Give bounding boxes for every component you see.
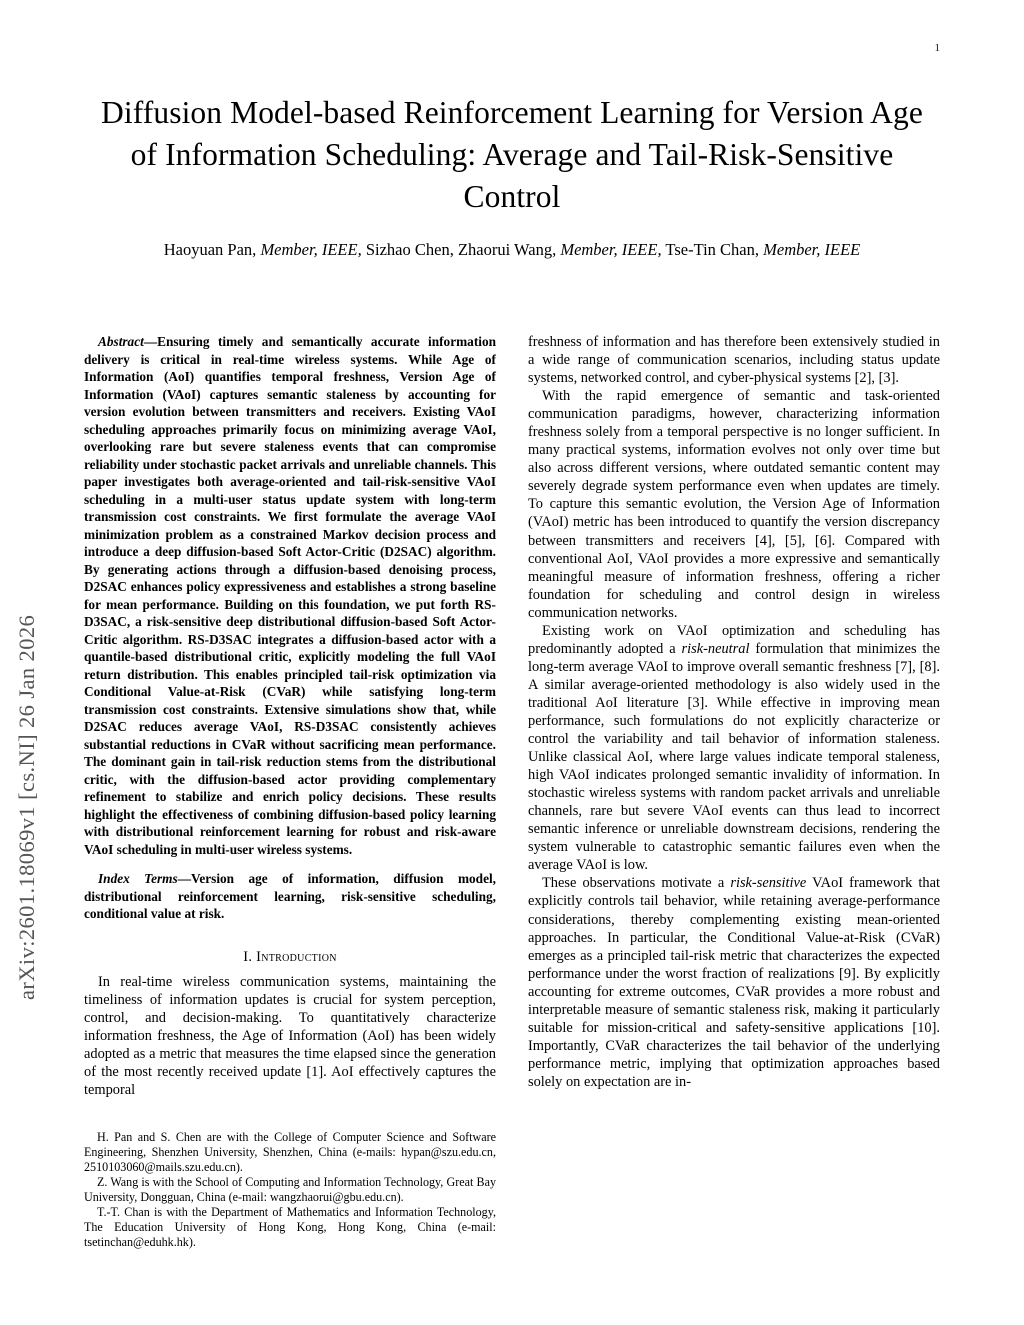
intro-paragraph-3 <box>528 622 940 875</box>
intro-paragraph-3-part-b: formulation that minimizes the long-term average VAoI to improve overall semantic freshness [7], [8]. A similar average-oriented methodology is also widely used in the traditional AoI literature [3]. While effective in improving mean performance, such formulations do not explicitly characterize or control the variability and tail behavior of information staleness. Unlike classical AoI, where large values indicate temporal staleness, high VAoI indicates prolonged semantic invalidity of information. In stochastic wireless systems with random packet arrivals and unreliable channels, rare but severe VAoI events can thus lead to incorrect semantic inference or unreliable downstream decisions, rendering the system vulnerable to catastrophic semantic failures even when the average VAoI is low. <box>528 640 940 874</box>
intro-paragraph-4-part-a: These observations motivate a <box>542 875 731 892</box>
index-terms-label: Index Terms <box>98 871 178 886</box>
index-terms-text: Version age of information, diffusion model, distributional reinforcement learning, risk-sensitive scheduling, conditional value at risk. <box>84 871 496 921</box>
section-number: I. <box>243 948 253 965</box>
footnote-block <box>84 1125 496 1251</box>
intro-paragraph-4-part-b: VAoI framework that explicitly controls tail behavior, while retaining average-performance considerations, thereby complementing existing mean-oriented approaches. In particular, the Conditional Value-at-Risk (CVaR) emerges as a principled tail-risk metric that characterizes the expected performance under the worst fraction of realizations [9]. By explicitly accounting for extreme outcomes, CVaR provides a more robust and interpretable measure of semantic staleness risk, making it particularly suitable for mission-critical and safety-sensitive applications [10]. Importantly, CVaR characterizes the tail behavior of the underlying performance metric, implying that optimization approaches based solely on expectation are in- <box>528 875 941 1090</box>
emphasis-risk-neutral: risk-neutral <box>681 640 750 657</box>
abstract-paragraph <box>84 333 496 858</box>
intro-paragraph-3-part-a: Existing work on VAoI optimization and scheduling has predominantly adopted a <box>528 622 940 657</box>
right-column <box>528 333 940 1251</box>
section-heading-introduction <box>84 949 496 966</box>
two-column-body <box>84 333 940 1251</box>
intro-paragraph-2: With the rapid emergence of semantic and task-oriented communication paradigms, however, characterizing information freshness solely from a temporal perspective is no longer sufficient. In many practical systems, information evolves not only over time but also across different versions, where outdated semantic content may severely degrade system performance even when updates are timely. To capture this semantic evolution, the Version Age of Information (VAoI) metric has been introduced to quantify the version discrepancy between transmitters and receivers [4], [5], [6]. Compared with conventional AoI, VAoI provides a more expressive and semantically meaningful measure of information freshness, offering a richer foundation for scheduling and control design in wireless communication networks. <box>528 388 940 621</box>
left-column <box>84 333 496 1251</box>
index-terms-paragraph <box>84 870 496 923</box>
intro-paragraph-1: In real-time wireless communication systems, maintaining the timeliness of information updates is crucial for system perception, control, and decision-making. To quantitatively characterize information freshness, the Age of Information (AoI) has been widely adopted as a metric that measures the time elapsed since the generation of the most recently received update [1]. AoI effectively captures the temporal <box>84 973 496 1098</box>
title-block <box>84 92 940 261</box>
footnote-item: H. Pan and S. Chen are with the College of Computer Science and Software Engineering, Shenzhen University, Shenzhen, China (e-mails: hypan@szu.edu.cn, 2510103060@mails.szu.edu.cn). <box>84 1129 496 1175</box>
author-list: Haoyuan Pan, Member, IEEE, Sizhao Chen, Zhaorui Wang, Member, IEEE, Tse-Tin Chan, Member, IEEE <box>163 240 861 259</box>
footnote-item: Z. Wang is with the School of Computing and Information Technology, Great Bay University, Dongguan, China (e-mail: wangzhaorui@gbu.edu.cn). <box>84 1175 496 1205</box>
page-title: Diffusion Model-based Reinforcement Learning for Version Age of Information Scheduling: Average and Tail-Risk-Sensitive Control <box>101 95 923 214</box>
section-title: Introduction <box>256 948 337 965</box>
arxiv-identifier-stamp: arXiv:2601.18069v1 [cs.NI] 26 Jan 2026 <box>14 614 39 1000</box>
footnote-item: T.-T. Chan is with the Department of Mathematics and Information Technology, The Education University of Hong Kong, Hong Kong, China (e-mail: tsetinchan@eduhk.hk). <box>84 1205 496 1250</box>
intro-paragraph-4 <box>528 874 940 1091</box>
intro-paragraph-1-continued: freshness of information and has therefore been extensively studied in a wide range of communication scenarios, including status update systems, networked control, and cyber-physical systems [2], [3]. <box>528 334 940 387</box>
index-terms-dash: — <box>177 871 191 886</box>
abstract-label: Abstract <box>98 334 144 349</box>
emphasis-risk-sensitive: risk-sensitive <box>730 875 807 892</box>
page-number: 1 <box>934 42 940 54</box>
abstract-dash: — <box>143 334 158 349</box>
abstract-text: Ensuring timely and semantically accurate information delivery is critical in real-time wireless systems. While Age of Information (AoI) quantifies temporal freshness, Version Age of Information (VAoI) captures semantic staleness by accounting for version evolution between transmitters and receivers. Existing VAoI scheduling approaches primarily focus on minimizing average VAoI, overlooking rare but severe staleness events that can compromise reliability under stochastic packet arrivals and unreliable channels. This paper investigates both average-oriented and tail-risk-sensitive VAoI scheduling in a multi-user status update system with long-term transmission cost constraints. We first formulate the average VAoI minimization problem as a constrained Markov decision process and introduce a deep diffusion-based Soft Actor-Critic (D2SAC) algorithm. By generating actions through a diffusion-based denoising process, D2SAC enhances policy expressiveness and establishes a strong baseline for mean performance. Building on this foundation, we put forth RS-D3SAC, a risk-sensitive deep distributional diffusion-based Soft Actor-Critic algorithm. RS-D3SAC integrates a diffusion-based actor with a quantile-based distributional critic, explicitly modeling the full VAoI return distribution. This enables principled tail-risk optimization via Conditional Value-at-Risk (CVaR) while satisfying long-term transmission cost constraints. Extensive simulations show that, while D2SAC reduces average VAoI, RS-D3SAC consistently achieves substantial reductions in CVaR without sacrificing mean performance. The dominant gain in tail-risk reduction stems from the distributional critic, with the diffusion-based actor providing complementary refinement to stabilize and enrich policy decisions. These results highlight the effectiveness of combining diffusion-based policy learning with distributional reinforcement learning for robust and risk-aware VAoI scheduling in multi-user wireless systems. <box>84 334 496 857</box>
